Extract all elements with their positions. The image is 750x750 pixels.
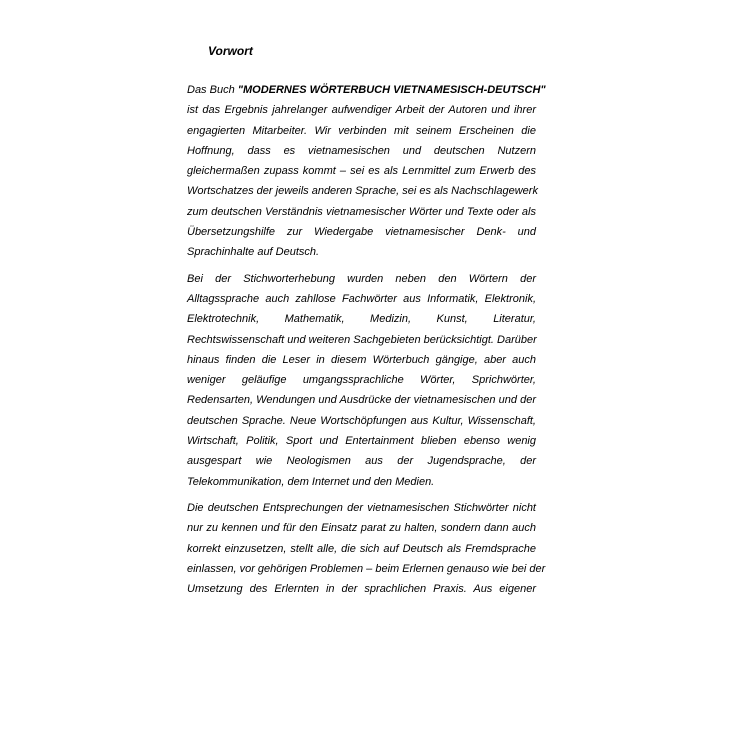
page-heading: Vorwort <box>208 44 253 58</box>
text-line: Alltagssprache auch zahllose Fachwörter aus Informatik, Elektronik, <box>187 292 536 305</box>
text-line: Bei der Stichworterhebung wurden neben den Wörtern der <box>187 272 536 285</box>
text-line: Elektrotechnik, Mathematik, Medizin, Kunst, Literatur, <box>187 313 536 326</box>
text-line: Rechtswissenschaft und weiteren Sachgebieten berücksichtigt. Darüber <box>187 333 537 346</box>
text-line: Redensarten, Wendungen und Ausdrücke der vietnamesischen und der <box>187 394 536 407</box>
text-line: Wirtschaft, Politik, Sport und Entertainment blieben ebenso wenig <box>187 435 536 448</box>
paragraph-1 <box>187 80 546 263</box>
text-line: zum deutschen Verständnis vietnamesischer Wörter und Texte oder als <box>187 205 536 218</box>
text-line: Umsetzung des Erlernten in der sprachlichen Praxis. Aus eigener <box>187 583 536 596</box>
text-line: engagierten Mitarbeiter. Wir verbinden mit seinem Erscheinen die <box>187 124 536 137</box>
text-line: Wortschatzes der jeweils anderen Sprache, sei es als Nachschlagewerk <box>187 185 538 198</box>
text-line: Telekommunikation, dem Internet und den Medien. <box>187 475 435 488</box>
text-line: ist das Ergebnis jahrelanger aufwendiger Arbeit der Autoren und ihrer <box>187 104 536 117</box>
text-line: deutschen Sprache. Neue Wortschöpfungen aus Kultur, Wissenschaft, <box>187 414 536 427</box>
text-line: ausgespart wie Neologismen aus der Jugendsprache, der <box>187 455 536 468</box>
book-title: "MODERNES WÖRTERBUCH VIETNAMESISCH-DEUTSCH" <box>237 84 546 96</box>
paragraph-3 <box>187 498 546 599</box>
paragraph-2 <box>187 269 536 492</box>
text-line-prefix: Das Buch <box>187 84 235 96</box>
text-line: gleichermaßen zupass kommt – sei es als Lernmittel zum Erwerb des <box>187 165 536 178</box>
text-line: Sprachinhalte auf Deutsch. <box>187 246 320 259</box>
body-text <box>187 80 546 605</box>
text-line: weniger geläufige umgangssprachliche Wörter, Sprichwörter, <box>187 374 536 387</box>
text-line: Hoffnung, dass es vietnamesischen und deutschen Nutzern <box>187 144 536 157</box>
text-line: hinaus finden die Leser in diesem Wörterbuch gängige, aber auch <box>187 353 536 366</box>
text-line: korrekt einzusetzen, stellt alle, die sich auf Deutsch als Fremdsprache <box>187 542 536 555</box>
text-line <box>187 80 546 100</box>
text-line: nur zu kennen und für den Einsatz parat zu halten, sondern dann auch <box>187 522 536 535</box>
text-line: Die deutschen Entsprechungen der vietnamesischen Stichwörter nicht <box>187 501 536 514</box>
text-line: Übersetzungshilfe zur Wiedergabe vietnamesischer Denk- und <box>187 226 536 239</box>
text-line: einlassen, vor gehörigen Problemen – beim Erlernen genauso wie bei der <box>187 562 546 575</box>
